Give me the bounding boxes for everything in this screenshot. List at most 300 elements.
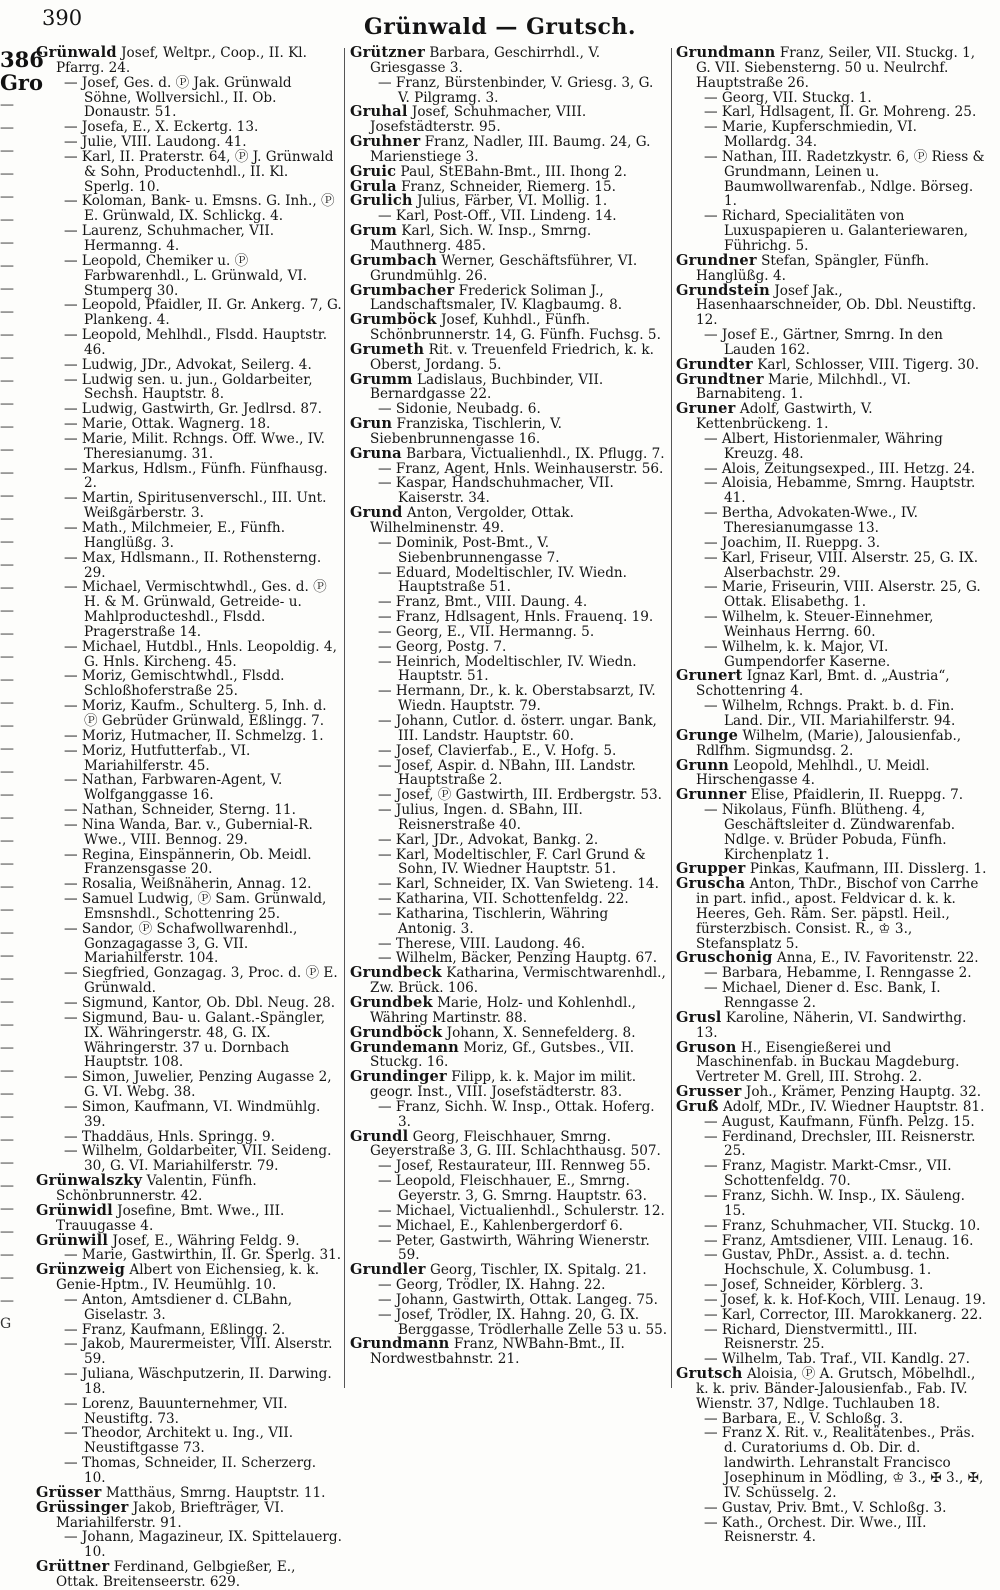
directory-sub-entry	[36, 892, 342, 922]
surname-heading: Grundler	[350, 1261, 426, 1279]
directory-sub-entry	[350, 788, 668, 803]
entry-text: — Karl, II. Praterstr. 64, Ⓟ J. Grünwald & Sohn, Productenhdl., II. Kl. Sperlg. 10.	[64, 148, 334, 195]
directory-sub-entry	[676, 1248, 988, 1278]
surname-heading: Grünwidl	[36, 1201, 113, 1219]
entry-text: — Aloisia, Hebamme, Smrng. Hauptstr. 41.	[704, 475, 976, 507]
surname-heading: Gruschonig	[676, 949, 773, 967]
entry-text: Rit. v. Treuenfeld Friedrich, k. k. Oberst, Jordang. 5.	[370, 341, 654, 373]
surname-heading: Grum	[350, 222, 398, 240]
entry-text: Anton, ThDr., Bischof von Carrhe in part. infid., apost. Feldvicar d. k. k. Heeres, Geh. Räm. Ser. päpstl. Heil., fürsterzbisch. Consist. R., ♔ 3., Stefansplatz 5.	[696, 876, 979, 952]
directory-sub-entry	[36, 922, 342, 967]
directory-entry	[676, 877, 988, 951]
directory-entry	[676, 281, 988, 329]
directory-sub-entry	[350, 684, 668, 714]
directory-sub-entry	[36, 640, 342, 670]
bleed-fragment: —	[0, 534, 14, 550]
bleed-fragment: —	[0, 1201, 14, 1217]
surname-heading: Grundl	[350, 1127, 409, 1145]
bleed-fragment: —	[0, 603, 14, 619]
surname-heading: Grundner	[676, 251, 757, 269]
entry-text: — Franz, Hdlsagent, Hnls. Frauenq. 19.	[378, 609, 654, 626]
entry-text: — Franz, Agent, Hnls. Weinhauserstr. 56.	[378, 460, 664, 477]
entry-text: — Simon, Juwelier, Penzing Augasse 2, G. VI. Webg. 38.	[64, 1069, 332, 1101]
entry-text: — Anton, Amtsdiener d. CLBahn, Giselastr. 3.	[64, 1291, 293, 1323]
surname-heading: Grundbeck	[350, 964, 442, 982]
directory-sub-entry	[36, 669, 342, 699]
directory-entry	[36, 1174, 342, 1204]
entry-text: — Math., Milchmeier, E., Fünfh. Hanglüßg. 3.	[64, 520, 286, 551]
directory-sub-entry	[350, 1159, 668, 1174]
directory-entry	[676, 1097, 988, 1115]
surname-heading: Grun	[350, 415, 393, 433]
bleed-fragment: —	[0, 925, 14, 941]
entry-text: — Franz, Magistr. Markt-Cmsr., VII. Schottenfeldg. 70.	[704, 1158, 952, 1190]
directory-sub-entry	[676, 536, 988, 551]
directory-sub-entry	[36, 580, 342, 639]
entry-text: Elise, Pfaidlerin, II. Rueppg. 7.	[750, 787, 964, 804]
entry-text: — Michael, Diener d. Esc. Bank, I. Renngasse 2.	[704, 980, 941, 1011]
entry-text: Filipp, k. k. Major im milit. geogr. Inst., VIII. Josefstädterstr. 83.	[370, 1069, 637, 1101]
entry-text: Werner, Geschäftsführer, VI. Grundmühlg. 26.	[370, 252, 638, 284]
directory-sub-entry	[676, 1516, 988, 1546]
entry-text: — Michael, Victualienhdl., Schulerstr. 12.	[378, 1202, 665, 1219]
entry-text: Franz, Seiler, VII. Stuckg. 1, G. VII. Siebensterng. 50 u. Neulrchf. Hauptstraße 26.	[696, 45, 976, 91]
entry-text: Anton, Vergolder, Ottak. Wilhelminenstr. 49.	[370, 505, 574, 536]
entry-text: Pinkas, Kaufmann, III. Disslerg. 1.	[749, 861, 987, 878]
entry-text: — Richard, Specialitäten von Luxuspapieren u. Galanteriewaren, Führichg. 5.	[704, 208, 969, 254]
surname-heading: Grunge	[676, 726, 739, 744]
entry-text: — Martin, Spiritusenverschl., III. Unt. Weißgärberstr. 3.	[64, 490, 327, 522]
directory-sub-entry	[676, 1501, 988, 1516]
directory-sub-entry	[36, 848, 342, 878]
column-1	[36, 46, 342, 1590]
bleed-fragment: —	[0, 1086, 14, 1102]
entry-text: — Therese, VIII. Laudong. 46.	[378, 935, 586, 952]
entry-text: — Moriz, Hutfutterfab., VI. Mariahilferstr. 45.	[64, 742, 251, 774]
directory-entry	[350, 1337, 668, 1367]
entry-text: — Nathan, Schneider, Sterng. 11.	[64, 802, 296, 819]
surname-heading: Grundemann	[350, 1038, 459, 1056]
directory-sub-entry	[350, 1204, 668, 1219]
bleed-fragment: —	[0, 833, 14, 849]
entry-text: Adolf, MDr., IV. Wiedner Hauptstr. 81.	[722, 1098, 985, 1115]
directory-sub-entry	[350, 595, 668, 610]
entry-text: — Eduard, Modeltischler, IV. Wiedn. Hauptstraße 51.	[378, 564, 627, 596]
entry-text: — Josef, Trödler, IX. Hahng. 20, G. IX. Berggasse, Trödlerhalle Zelle 53 u. 55.	[378, 1306, 668, 1338]
bleed-fragment: —	[0, 1132, 14, 1148]
directory-sub-entry	[36, 966, 342, 996]
surname-heading: Grünwill	[36, 1231, 109, 1249]
directory-sub-entry	[36, 996, 342, 1011]
entry-text: Johann, X. Sennefelderg. 8.	[446, 1024, 636, 1041]
entry-text: Franz, Schneider, Riemerg. 15.	[401, 178, 616, 195]
bleed-fragment: —	[0, 994, 14, 1010]
bleed-fragment: —	[0, 810, 14, 826]
directory-sub-entry	[676, 105, 988, 120]
entry-text: — August, Kaufmann, Fünfh. Pelzg. 15.	[704, 1113, 975, 1130]
directory-sub-entry	[36, 1011, 342, 1070]
entry-text: — Josef, Restaurateur, III. Rennweg 55.	[378, 1158, 651, 1175]
bleed-fragment: —	[0, 626, 14, 642]
entry-text: Julius, Färber, VI. Mollig. 1.	[417, 193, 608, 210]
entry-text: Wilhelm, (Marie), Jalousienfab., Rdlfhm. Sigmundsg. 2.	[696, 727, 962, 759]
entry-text: — Karl, Schneider, IX. Van Swieteng. 14.	[378, 876, 659, 893]
entry-text: — Michael, E., Kahlenbergerdorf 6.	[378, 1217, 623, 1234]
entry-text: — Juliana, Wäschputzerin, II. Darwing. 18.	[64, 1366, 332, 1397]
bleed-margin	[0, 47, 44, 1336]
directory-sub-entry	[350, 1174, 668, 1204]
directory-sub-entry	[36, 373, 342, 403]
bleed-fragment: —	[0, 649, 14, 665]
directory-sub-entry	[676, 699, 988, 729]
entry-text: — Heinrich, Modeltischler, IV. Wiedn. Hauptstr. 51.	[378, 653, 637, 685]
directory-sub-entry	[36, 877, 342, 892]
directory-entry	[350, 1263, 668, 1278]
directory-sub-entry	[676, 209, 988, 254]
surname-heading: Gruhner	[350, 133, 421, 151]
directory-sub-entry	[676, 150, 988, 209]
directory-sub-entry	[36, 402, 342, 417]
directory-entry	[676, 788, 988, 803]
directory-sub-entry	[676, 1219, 988, 1234]
bleed-fragment: —	[0, 695, 14, 711]
entry-text: Josef, Weltpr., Coop., II. Kl. Pfarrg. 24.	[56, 45, 307, 76]
directory-sub-entry	[350, 907, 668, 937]
entry-text: Ignaz Karl, Bmt. d. „Austria“, Schottenring 4.	[696, 668, 950, 700]
entry-text: — Barbara, E., V. Schloßg. 3.	[704, 1410, 904, 1427]
directory-entry	[36, 46, 342, 76]
bleed-fragment: —	[0, 120, 14, 136]
directory-sub-entry	[36, 1293, 342, 1323]
page-number: 390	[42, 6, 83, 30]
directory-sub-entry	[676, 966, 988, 981]
bleed-fragment: —	[0, 718, 14, 734]
surname-heading: Grunner	[676, 786, 747, 804]
surname-heading: Grundmann	[676, 44, 776, 61]
directory-sub-entry	[350, 892, 668, 907]
entry-text: — Alois, Zeitungsexped., III. Hetzg. 24.	[704, 460, 976, 477]
directory-entry	[350, 224, 668, 254]
surname-heading: Grulich	[350, 192, 413, 210]
directory-sub-entry	[36, 773, 342, 803]
directory-sub-entry	[36, 1367, 342, 1397]
bleed-fragment: —	[0, 488, 14, 504]
bleed-fragment: —	[0, 1109, 14, 1125]
bleed-fragment: —	[0, 580, 14, 596]
directory-sub-entry	[36, 135, 342, 150]
entry-text: — Thaddäus, Hnls. Springg. 9.	[64, 1128, 275, 1145]
entry-text: — Katharina, VII. Schottenfeldg. 22.	[378, 891, 629, 908]
directory-sub-entry	[36, 76, 342, 121]
directory-sub-entry	[36, 551, 342, 581]
directory-sub-entry	[36, 1130, 342, 1145]
entry-text: — Sidonie, Neubadg. 6.	[378, 401, 541, 418]
entry-text: — Ludwig, JDr., Advokat, Seilerg. 4.	[64, 356, 312, 373]
directory-sub-entry	[676, 432, 988, 462]
directory-sub-entry	[350, 610, 668, 625]
entry-text: — Franz, Amtsdiener, VIII. Lenaug. 16.	[704, 1232, 974, 1249]
bleed-fragment: —	[0, 189, 14, 205]
surname-heading: Grumböck	[350, 311, 437, 329]
directory-sub-entry	[36, 1070, 342, 1100]
directory-sub-entry	[350, 848, 668, 878]
entry-text: — Josefa, E., X. Eckertg. 13.	[64, 119, 259, 136]
directory-entry	[350, 506, 668, 536]
entry-text: — Gustav, Priv. Bmt., V. Schloßg. 3.	[704, 1499, 947, 1516]
page-header: Grünwald — Grutsch.	[363, 14, 637, 40]
directory-sub-entry	[676, 462, 988, 477]
bleed-fragment: —	[0, 304, 14, 320]
bleed-fragment: —	[0, 396, 14, 412]
directory-sub-entry	[36, 1456, 342, 1486]
entry-text: — Siegfried, Gonzagag. 3, Proc. d. Ⓟ E. Grünwald.	[64, 965, 338, 997]
directory-entry	[350, 46, 668, 76]
bleed-fragment: G	[0, 1316, 12, 1332]
entry-text: — Karl, JDr., Advokat, Bankg. 2.	[378, 831, 599, 848]
entry-text: — Koloman, Bank- u. Emsns. G. Inh., Ⓟ E. Grünwald, IX. Schlickg. 4.	[64, 193, 335, 225]
directory-sub-entry	[36, 521, 342, 551]
bleed-fragment: —	[0, 787, 14, 803]
directory-sub-entry	[36, 1530, 342, 1560]
surname-heading: Gruß	[676, 1097, 719, 1115]
bleed-fragment: 386	[0, 47, 44, 72]
directory-sub-entry	[676, 476, 988, 506]
entry-text: — Johann, Magazineur, IX. Spittelauerg. 10.	[64, 1529, 342, 1561]
directory-sub-entry	[676, 551, 988, 581]
directory-sub-entry	[36, 432, 342, 462]
bleed-fragment: —	[0, 1270, 14, 1286]
entry-text: Joh., Krämer, Penzing Hauptg. 32.	[745, 1084, 982, 1101]
entry-text: — Laurenz, Schuhmacher, VII. Hermanng. 4.	[64, 223, 275, 254]
entry-text: Georg, Tischler, IX. Spitalg. 21.	[430, 1262, 647, 1279]
entry-text: — Franz, Schuhmacher, VII. Stuckg. 10.	[704, 1217, 981, 1234]
directory-entry	[350, 996, 668, 1026]
entry-text: — Gustav, PhDr., Assist. a. d. techn. Hochschule, X. Columbusg. 1.	[704, 1247, 950, 1279]
surname-heading: Gruson	[676, 1038, 737, 1056]
directory-sub-entry	[350, 744, 668, 759]
entry-text: — Nathan, III. Radetzkystr. 6, Ⓟ Riess & Grundmann, Leinen u. Baumwollwarenfab., Ndlge. Börseg. 1.	[704, 148, 985, 210]
surname-heading: Grundtner	[676, 370, 764, 388]
directory-sub-entry	[36, 699, 342, 729]
entry-text: Franziska, Tischlerin, V. Siebenbrunnengasse 16.	[370, 416, 562, 447]
column-rule-2	[671, 48, 672, 1388]
entry-text: — Richard, Dienstvermittl., III. Reisnerstr. 25.	[704, 1321, 918, 1353]
directory-sub-entry	[350, 877, 668, 892]
bleed-fragment: —	[0, 1017, 14, 1033]
entry-text: — Albert, Historienmaler, Währing Kreuzg. 48.	[704, 430, 943, 462]
surname-heading: Gruner	[676, 400, 736, 418]
entry-text: Katharina, Vermischtwarenhdl., Zw. Brück. 106.	[370, 965, 666, 997]
directory-entry	[350, 105, 668, 135]
directory-sub-entry	[36, 358, 342, 373]
surname-heading: Grupper	[676, 860, 746, 878]
entry-text: — Thomas, Schneider, II. Scherzerg. 10.	[64, 1455, 317, 1486]
entry-text: — Regina, Einspännerin, Ob. Meidl. Franzensgasse 20.	[64, 846, 312, 878]
directory-sub-entry	[36, 328, 342, 358]
entry-text: Aloisia, Ⓟ A. Grutsch, Möbelhdl., k. k. priv. Bänder-Jalousienfab., Fab. IV. Wienstr. 37, Ndlge. Tuchlauben 18.	[696, 1366, 976, 1412]
directory-sub-entry	[676, 580, 988, 610]
directory-sub-entry	[36, 120, 342, 135]
bleed-fragment: —	[0, 672, 14, 688]
directory-sub-entry	[350, 1293, 668, 1308]
entry-text: — Franz, Bürstenbinder, V. Griesg. 3, G. V. Pilgramg. 3.	[378, 74, 654, 106]
surname-heading: Grusl	[676, 1008, 722, 1026]
directory-sub-entry	[676, 328, 988, 358]
directory-sub-entry	[676, 640, 988, 670]
bleed-fragment: —	[0, 741, 14, 757]
entry-text: — Marie, Kupferschmiedin, VI. Mollardg. 34.	[704, 119, 917, 151]
directory-entry	[350, 1038, 668, 1071]
surname-heading: Grund	[350, 504, 403, 522]
bleed-fragment: —	[0, 465, 14, 481]
entry-text: H., Eisengießerei und Maschinenfab. in Buckau Magdeburg. Vertreter M. Grell, III. Strohg. 2.	[696, 1039, 960, 1086]
bleed-fragment: —	[0, 166, 14, 182]
directory-sub-entry	[350, 566, 668, 596]
bleed-fragment: —	[0, 373, 14, 389]
directory-entry	[676, 1367, 988, 1412]
surname-heading: Grumeth	[350, 340, 425, 358]
directory-sub-entry	[350, 937, 668, 952]
entry-text: Georg, Fleischhauer, Smrng. Geyerstraße 3, G. III. Schlachthausg. 507.	[370, 1128, 661, 1160]
directory-entry	[36, 1201, 342, 1234]
entry-text: — Ludwig sen. u. jun., Goldarbeiter, Sechsh. Hauptstr. 8.	[64, 371, 313, 403]
surname-heading: Grunert	[676, 667, 743, 685]
bleed-fragment: —	[0, 1155, 14, 1171]
entry-text: — Rosalia, Weißnäherin, Annag. 12.	[64, 876, 312, 893]
surname-heading: Gruic	[350, 162, 397, 180]
entry-text: — Sigmund, Bau- u. Galant.-Spängler, IX. Währingerstr. 48, G. IX. Währingerstr. 37 u. Dornbach Hauptstr. 108.	[64, 1009, 326, 1071]
entry-text: — Michael, Hutdbl., Hnls. Leopoldig. 4, G. Hnls. Kircheng. 45.	[64, 638, 337, 670]
entry-text: — Franz, Sichh. W. Insp., IX. Säuleng. 15.	[704, 1187, 965, 1219]
directory-entry	[676, 1085, 988, 1100]
bleed-fragment: —	[0, 764, 14, 780]
directory-sub-entry	[350, 1219, 668, 1234]
entry-text: — Ferdinand, Drechsler, III. Reisnerstr. 25.	[704, 1128, 976, 1160]
entry-text: — Bertha, Advokaten-Wwe., IV. Theresianumgasse 13.	[704, 505, 918, 536]
directory-sub-entry	[350, 462, 668, 477]
entry-text: — Georg, E., VII. Hermanng. 5.	[378, 623, 595, 640]
entry-text: — Nina Wanda, Bar. v., Gubernial-R. Wwe., VIII. Bennog. 29.	[64, 816, 313, 848]
entry-text: — Josef, Ges. d. Ⓟ Jak. Grünwald Söhne, Wollversichl., II. Ob. Donaustr. 51.	[64, 74, 292, 121]
entry-text: — Karl, Modeltischler, F. Carl Grund & Sohn, IV. Wiedner Hauptstr. 51.	[378, 846, 646, 878]
entry-text: — Marie, Gastwirthin, II. Gr. Sperlg. 31.	[64, 1247, 342, 1264]
entry-text: Josef, Schuhmacher, VIII. Josefstädterstr. 95.	[370, 104, 587, 136]
directory-sub-entry	[676, 1159, 988, 1189]
entry-text: — Barbara, Hebamme, I. Renngasse 2.	[704, 965, 972, 982]
bleed-fragment: —	[0, 419, 14, 435]
entry-text: Jakob, Briefträger, VI. Mariahilferstr. 91.	[56, 1499, 285, 1531]
bleed-fragment: —	[0, 212, 14, 228]
entry-text: — Moriz, Kaufm., Schulterg. 5, Inh. d. Ⓟ Gebrüder Grünwald, Eßlingg. 7.	[64, 698, 327, 729]
directory-sub-entry	[676, 1189, 988, 1219]
directory-sub-entry	[676, 610, 988, 640]
surname-heading: Grundböck	[350, 1023, 443, 1041]
entry-text: — Markus, Hdlsm., Fünfh. Fünfhausg. 2.	[64, 460, 328, 492]
directory-sub-entry	[676, 506, 988, 536]
directory-sub-entry	[36, 803, 342, 818]
entry-text: — Georg, Trödler, IX. Hahng. 22.	[378, 1277, 606, 1294]
directory-entry	[350, 966, 668, 996]
directory-sub-entry	[36, 224, 342, 254]
entry-text: Paul, StEBahn-Bmt., III. Ihong 2.	[400, 163, 627, 180]
directory-sub-entry	[36, 729, 342, 744]
bleed-fragment: —	[0, 879, 14, 895]
entry-text: — Joachim, II. Rueppg. 3.	[704, 534, 881, 551]
entry-text: Albert von Eichensieg, k. k. Genie-Hptm., IV. Heumühlg. 10.	[56, 1262, 320, 1294]
directory-sub-entry	[36, 1100, 342, 1130]
directory-entry	[676, 951, 988, 966]
entry-text: — Michael, Vermischtwhdl., Ges. d. Ⓟ H. & M. Grünwald, Getreide- u. Mahlproducteshdl., Flsdd. Pragerstraße 14.	[64, 579, 327, 640]
directory-sub-entry	[676, 1234, 988, 1249]
entry-text: Matthäus, Smrng. Hauptstr. 11.	[105, 1484, 326, 1501]
bleed-fragment: —	[0, 97, 14, 113]
directory-sub-entry	[36, 744, 342, 774]
entry-text: — Leopold, Mehlhdl., Flsdd. Hauptstr. 46.	[64, 327, 328, 358]
directory-sub-entry	[350, 714, 668, 744]
directory-sub-entry	[676, 981, 988, 1011]
entry-text: — Katharina, Tischlerin, Währing Antonig. 3.	[378, 905, 609, 937]
entry-text: Josef Jak., Hasenhaarschneider, Ob. Dbl. Neustiftg. 12.	[696, 282, 977, 329]
entry-text: — Franz, Sichh. W. Insp., Ottak. Hoferg. 3.	[378, 1098, 655, 1130]
directory-sub-entry	[36, 1397, 342, 1427]
bleed-fragment: —	[0, 1040, 14, 1056]
entry-text: — Wilhelm, Tab. Traf., VII. Kandlg. 27.	[704, 1351, 970, 1368]
entry-text: Barbara, Geschirrhdl., V. Griesgasse 3.	[370, 45, 601, 76]
entry-text: — Kaspar, Handschuhmacher, VII. Kaiserstr. 34.	[378, 475, 614, 507]
entry-text: — Leopold, Fleischhauer, E., Smrng. Geyerstr. 3, G. Smrng. Hauptstr. 63.	[378, 1173, 647, 1204]
directory-entry	[350, 194, 668, 209]
directory-entry	[350, 135, 668, 165]
directory-sub-entry	[676, 1293, 988, 1308]
entry-text: — Georg, Postg. 7.	[378, 638, 507, 655]
entry-text: Frederick Soliman J., Landschaftsmaler, IV. Klagbaumg. 8.	[370, 282, 623, 314]
surname-heading: Grünwald	[36, 44, 117, 61]
surname-heading: Grumbacher	[350, 281, 455, 299]
directory-sub-entry	[350, 76, 668, 106]
entry-text: — Moriz, Gemischtwhdl., Flsdd. Schloßhoferstraße 25.	[64, 668, 285, 700]
bleed-fragment: —	[0, 258, 14, 274]
entry-text: — Josef, Schneider, Körblerg. 3.	[704, 1277, 924, 1294]
directory-sub-entry	[676, 1323, 988, 1353]
column-2	[350, 46, 668, 1367]
directory-entry	[676, 669, 988, 699]
bleed-fragment: —	[0, 1224, 14, 1240]
surname-heading: Grundstein	[676, 281, 770, 299]
entry-text: — Josef, Clavierfab., E., V. Hofg. 5.	[378, 742, 617, 759]
directory-sub-entry	[676, 803, 988, 862]
entry-text: — Josef E., Gärtner, Smrng. In den Lauden 162.	[704, 327, 943, 358]
surname-heading: Grutsch	[676, 1365, 743, 1383]
entry-text: — Leopold, Pfaidler, II. Gr. Ankerg. 7, G. Plankeng. 4.	[64, 297, 342, 329]
directory-sub-entry	[676, 1426, 988, 1500]
directory-sub-entry	[676, 1412, 988, 1427]
directory-sub-entry	[350, 625, 668, 640]
directory-sub-entry	[36, 1337, 342, 1367]
entry-text: Valentin, Fünfh. Schönbrunnerstr. 42.	[56, 1173, 257, 1204]
directory-entry	[350, 1127, 668, 1160]
entry-text: Josefine, Bmt. Wwe., III. Trauugasse 4.	[56, 1202, 285, 1234]
bleed-fragment: —	[0, 143, 14, 159]
directory-sub-entry	[350, 640, 668, 655]
surname-heading: Grundmann	[350, 1335, 450, 1353]
directory-sub-entry	[350, 1234, 668, 1264]
directory-entry	[676, 726, 988, 759]
surname-heading: Grützner	[350, 44, 425, 61]
directory-entry	[350, 281, 668, 314]
entry-text: — Peter, Gastwirth, Währing Wienerstr. 59.	[378, 1232, 650, 1264]
directory-entry	[350, 313, 668, 343]
directory-sub-entry	[350, 476, 668, 506]
